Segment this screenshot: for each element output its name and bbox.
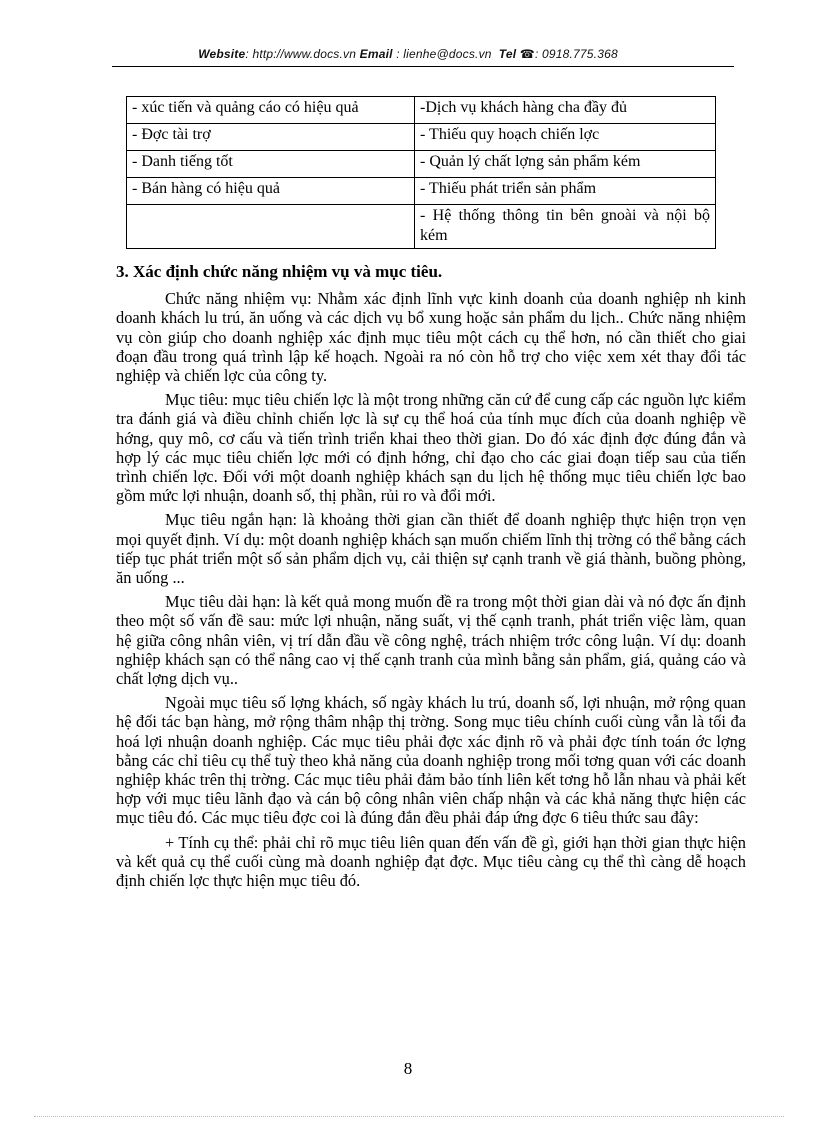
table-cell: - Thiếu phát triển sản phẩm <box>415 178 716 205</box>
paragraph: Mục tiêu ngắn hạn: là khoảng thời gian cần thiết để doanh nghiệp thực hiện trọn vẹn mọi quyết định. Ví dụ: một doanh nghiệp khách sạn muốn chiếm lĩnh thị trờng có thể bằng cách tiếp tục phát triển một số sản phẩm dịch vụ, cải thiện sự cạnh tranh về giá thành, buồng phòng, ăn uống ... <box>116 510 746 588</box>
table-cell: - Bán hàng có hiệu quả <box>127 178 415 205</box>
paragraph: Ngoài mục tiêu số lợng khách, số ngày khách lu trú, doanh số, lợi nhuận, mở rộng quan hệ đối tác bạn hàng, mở rộng thâm nhập thị trờng. Song mục tiêu chính cuối cùng vẫn là tối đa hoá lợi nhuận doanh nghiệp. Các mục tiêu phải đợc xác định rõ và phải đợc tính toán ớc lợng bằng các chỉ tiêu cụ thể tuỳ theo khả năng của doanh nghiệp trong mối tơng quan với các doanh nghiệp khác trên thị trờng. Các mục tiêu phải đảm bảo tính liên kết tơng hỗ lẫn nhau và phải kết hợp với mục tiêu lãnh đạo và cán bộ công nhân viên chấp nhận và các khả năng thực hiện các mục tiêu đó. Các mục tiêu đợc coi là đúng đắn đều phải đáp ứng đợc 6 tiêu thức sau đây: <box>116 693 746 828</box>
table-cell: - Danh tiếng tốt <box>127 151 415 178</box>
page-header <box>0 47 816 61</box>
table-cell: - Hệ thống thông tin bên gnoài và nội bộ kém <box>415 205 716 249</box>
table-row <box>127 151 716 178</box>
paragraph: Chức năng nhiệm vụ: Nhằm xác định lĩnh vực kinh doanh của doanh nghiệp nh kinh doanh khách lu trú, ăn uống và các dịch vụ bổ xung hoặc sản phẩm du lịch.. Chức năng nhiệm vụ còn giúp cho doanh nghiệp xác định mục tiêu một cách cụ thể hơn, nó cần thiết cho giai đoạn đầu trong quá trình lập kế hoạch. Ngoài ra nó còn hỗ trợ cho việc xem xét thay đổi tác nghiệp và chiến lợc của công ty. <box>116 289 746 386</box>
paragraph: + Tính cụ thể: phải chỉ rõ mục tiêu liên quan đến vấn đề gì, giới hạn thời gian thực hiện và kết quả cụ thể cuối cùng mà doanh nghiệp đạt đợc. Mục tiêu càng cụ thể thì càng dễ hoạch định chiến lợc thực hiện mục tiêu đó. <box>116 832 746 891</box>
table-row <box>127 205 716 249</box>
website-label: Website <box>198 47 246 61</box>
table-row <box>127 97 716 124</box>
table-cell: - Thiếu quy hoạch chiến lợc <box>415 124 716 151</box>
phone-icon: ☎ <box>519 47 535 61</box>
page-bottom-border <box>34 1116 784 1117</box>
main-content <box>116 262 746 895</box>
website-value: : http://www.docs.vn <box>245 47 357 61</box>
tel-value: : 0918.775.368 <box>534 47 618 61</box>
section-heading: 3. Xác định chức năng nhiệm vụ và mục tiêu. <box>116 262 443 281</box>
table-cell: - Đợc tài trợ <box>127 124 415 151</box>
table-cell <box>127 205 415 249</box>
tel-label: Tel <box>498 47 517 61</box>
table-row <box>127 124 716 151</box>
email-label: Email <box>359 47 393 61</box>
table-row <box>127 178 716 205</box>
table-cell: - Quản lý chất lợng sản phẩm kém <box>415 151 716 178</box>
paragraph: Mục tiêu dài hạn: là kết quả mong muốn đề ra trong một thời gian dài và nó đợc ấn định theo một số vấn đề sau: mức lợi nhuận, năng suất, vị thế cạnh tranh, phát triển việc làm, quan hệ giữa công nhân viên, vị trí dẫn đầu về công nghệ, trách nhiệm trớc công luận. Ví dụ: doanh nghiệp khách sạn có thể nâng cao vị thế cạnh tranh của mình bằng sản phẩm, giá, quảng cáo và chất lợng dịch vụ.. <box>116 592 746 689</box>
page-number: 8 <box>403 1059 413 1078</box>
header-divider <box>112 66 734 67</box>
email-value: : lienhe@docs.vn <box>396 47 492 61</box>
swot-table <box>126 96 716 249</box>
table-cell: -Dịch vụ khách hàng cha đầy đủ <box>415 97 716 124</box>
table-cell: - xúc tiến và quảng cáo có hiệu quả <box>127 97 415 124</box>
paragraph: Mục tiêu: mục tiêu chiến lợc là một trong những căn cứ để cung cấp các nguồn lực kiểm tra đánh giá và điều chỉnh chiến lợc là sự cụ thể hoá của tính mục đích của doanh nghiệp về hớng, quy mô, cơ cấu và tiến trình triển khai theo thời gian. Do đó xác định đợc đúng đắn và hợp lý các mục tiêu chiến lợc mới có định hớng, chỉ đạo cho các giai đoạn tiếp sau của tiến trình chiến lợc. Đối với một doanh nghiệp khách sạn du lịch hệ thống mục tiêu chiến lợc bao gồm mức lợi nhuận, doanh số, thị phần, rủi ro và đổi mới. <box>116 390 746 506</box>
